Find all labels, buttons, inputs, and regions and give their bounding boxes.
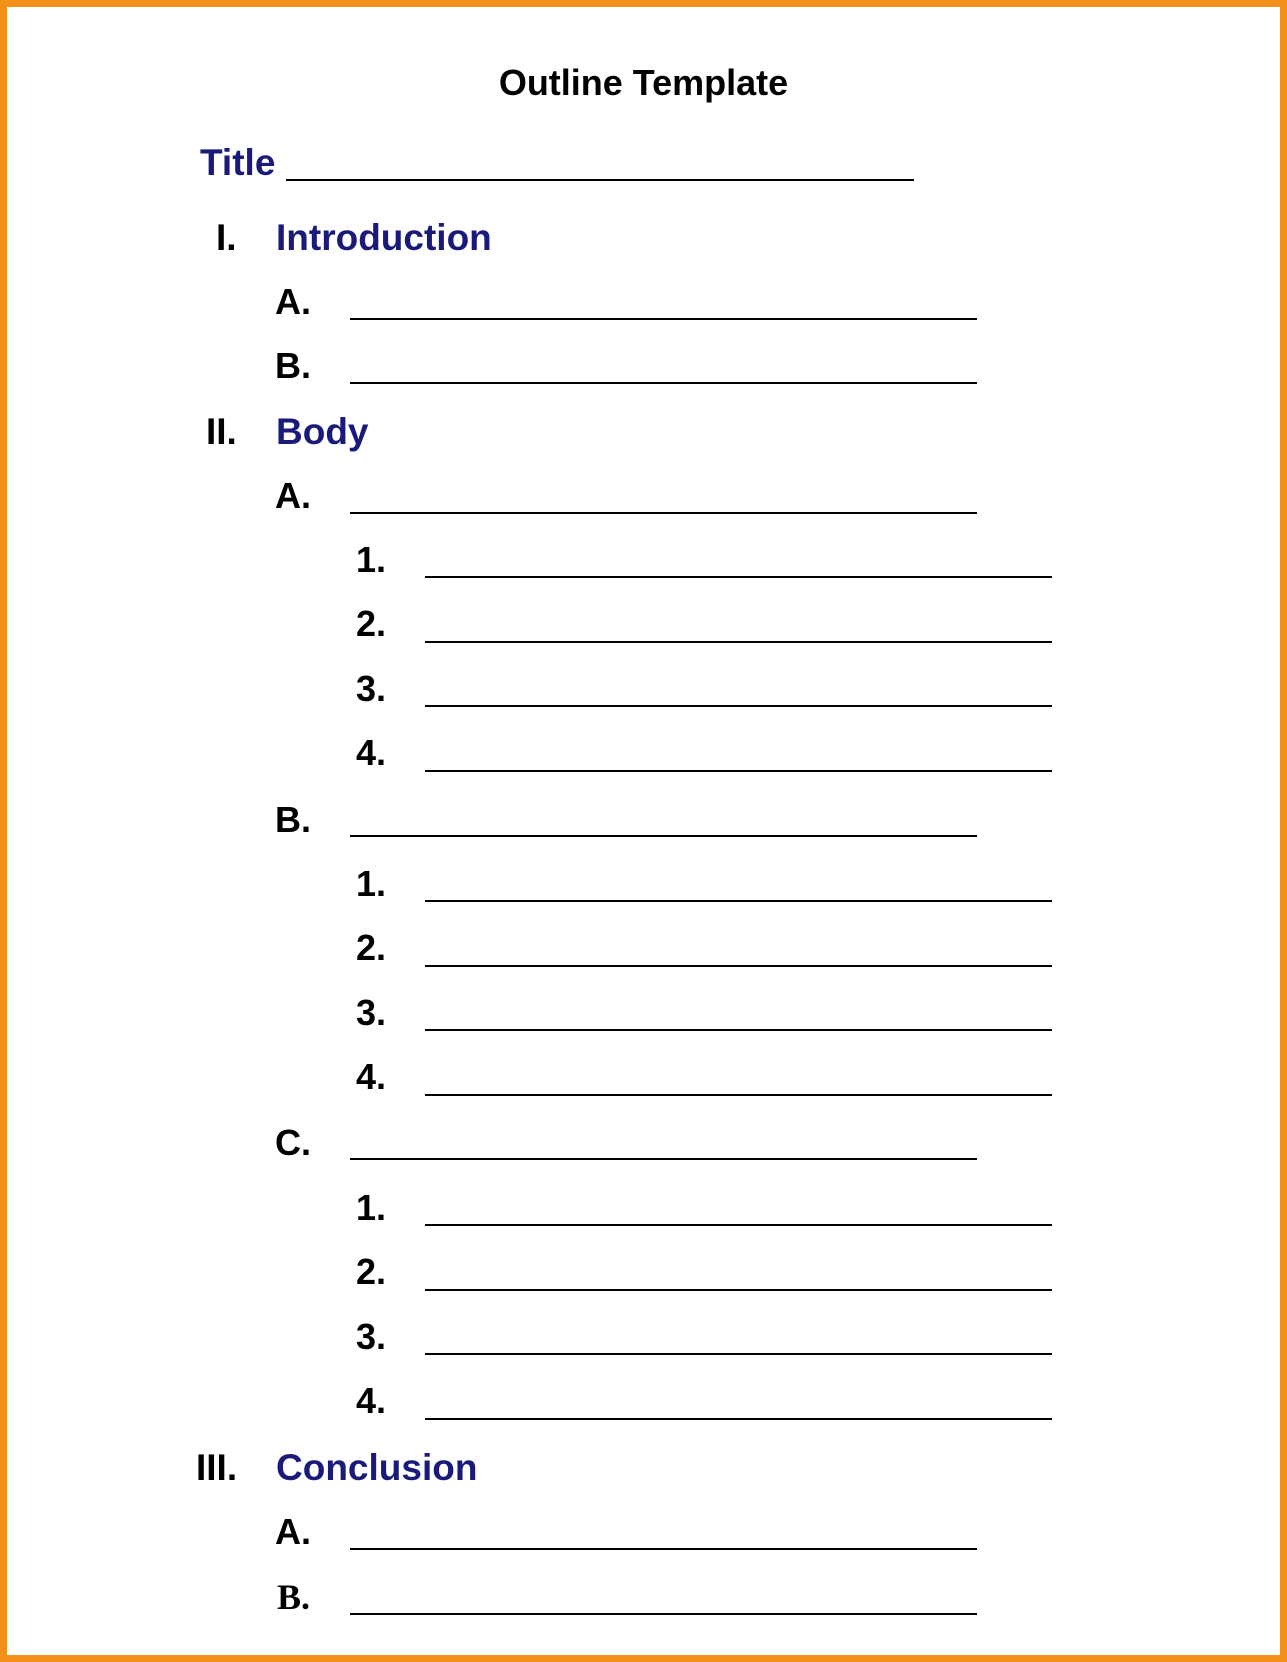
subitem-label-body-a-1: 1.: [356, 539, 387, 580]
item-label-conclusion-a: A.: [275, 1511, 311, 1552]
section-numeral-introduction: I.: [216, 217, 237, 258]
subitem-label-body-b-3: 3.: [356, 992, 387, 1033]
subitem-label-body-b-4: 4.: [356, 1056, 387, 1097]
item-line-body-c[interactable]: [350, 1158, 977, 1160]
subitem-line-body-a-4[interactable]: [425, 770, 1052, 772]
subitem-label-body-c-3: 3.: [356, 1316, 387, 1357]
item-line-body-a[interactable]: [350, 512, 977, 514]
section-numeral-body: II.: [206, 411, 237, 452]
item-line-conclusion-b[interactable]: [350, 1613, 977, 1615]
subitem-label-body-b-1: 1.: [356, 863, 387, 904]
item-line-intro-a[interactable]: [350, 318, 977, 320]
subitem-line-body-b-3[interactable]: [425, 1029, 1052, 1031]
item-label-body-c: C.: [275, 1122, 311, 1163]
subitem-line-body-a-1[interactable]: [425, 576, 1052, 578]
subitem-line-body-c-1[interactable]: [425, 1224, 1052, 1226]
subitem-line-body-b-4[interactable]: [425, 1094, 1052, 1096]
subitem-label-body-c-4: 4.: [356, 1380, 387, 1421]
item-line-body-b[interactable]: [350, 835, 977, 837]
subitem-line-body-a-2[interactable]: [425, 641, 1052, 643]
subitem-label-body-c-1: 1.: [356, 1187, 387, 1228]
title-field-line[interactable]: [286, 179, 914, 181]
item-label-body-b: B.: [275, 799, 311, 840]
item-label-conclusion-b: B.: [277, 1577, 311, 1617]
title-field-label: Title: [200, 142, 276, 183]
item-label-body-a: A.: [275, 475, 311, 516]
item-label-intro-a: A.: [275, 281, 311, 322]
section-heading-introduction: Introduction: [276, 217, 492, 258]
subitem-line-body-b-2[interactable]: [425, 965, 1052, 967]
subitem-label-body-a-2: 2.: [356, 603, 387, 644]
subitem-line-body-a-3[interactable]: [425, 705, 1052, 707]
subitem-label-body-b-2: 2.: [356, 927, 387, 968]
subitem-line-body-c-3[interactable]: [425, 1353, 1052, 1355]
section-heading-body: Body: [276, 411, 369, 452]
subitem-label-body-a-3: 3.: [356, 668, 387, 709]
section-heading-conclusion: Conclusion: [276, 1447, 478, 1488]
item-label-intro-b: B.: [275, 345, 311, 386]
item-line-conclusion-a[interactable]: [350, 1548, 977, 1550]
subitem-label-body-c-2: 2.: [356, 1251, 387, 1292]
subitem-label-body-a-4: 4.: [356, 732, 387, 773]
subitem-line-body-b-1[interactable]: [425, 900, 1052, 902]
document-title: Outline Template: [498, 62, 789, 103]
item-line-intro-b[interactable]: [350, 382, 977, 384]
section-numeral-conclusion: III.: [196, 1447, 238, 1488]
subitem-line-body-c-2[interactable]: [425, 1289, 1052, 1291]
subitem-line-body-c-4[interactable]: [425, 1418, 1052, 1420]
